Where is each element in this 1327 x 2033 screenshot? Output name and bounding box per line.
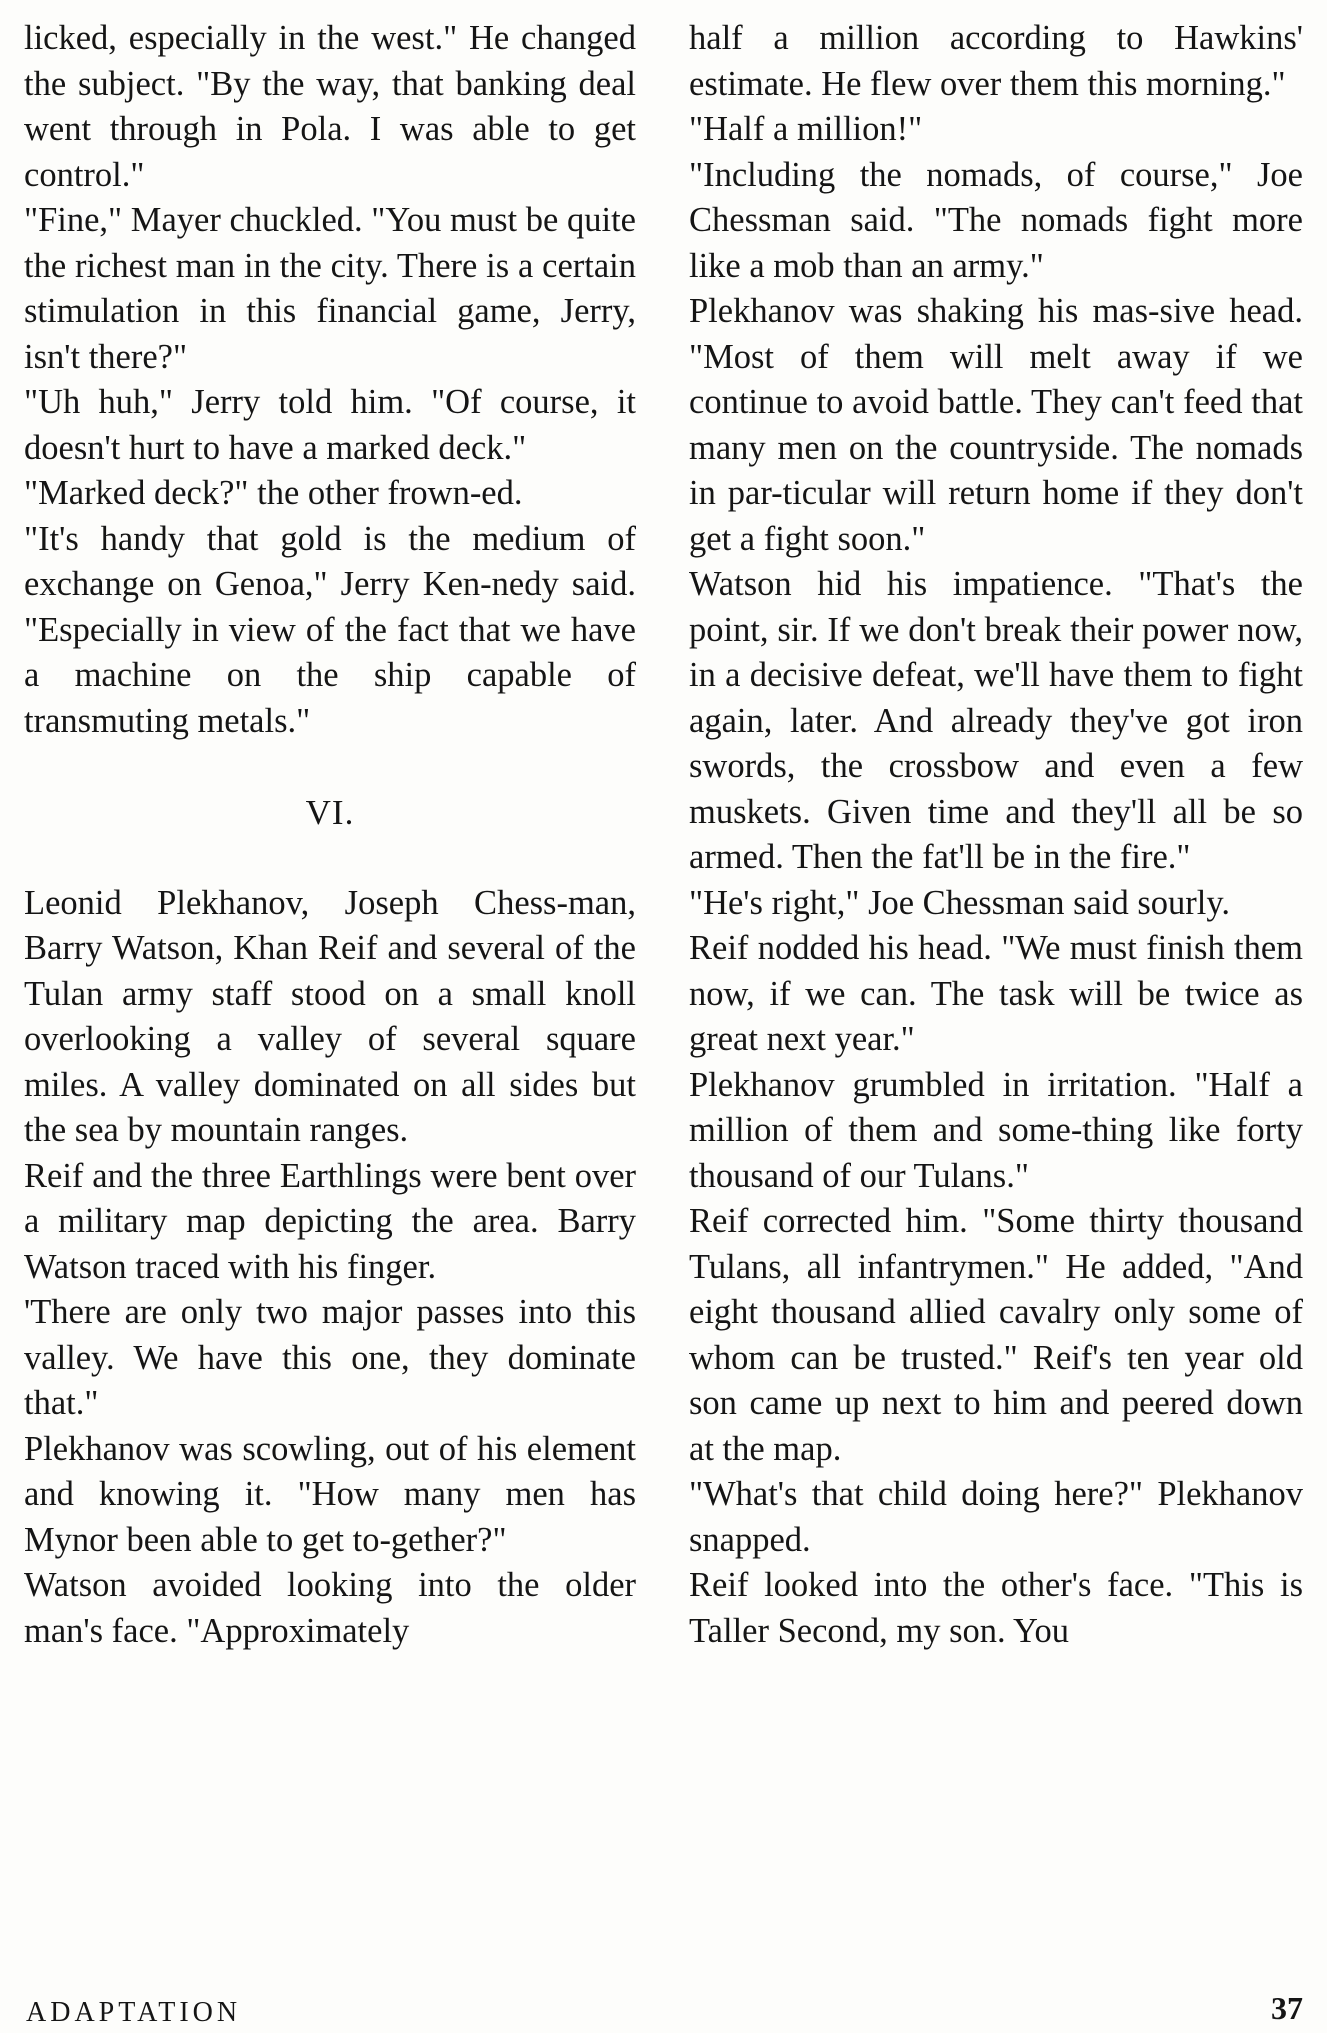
paragraph: "Uh huh," Jerry told him. "Of course, it doesn't hurt to have a marked deck.": [24, 383, 636, 467]
running-title: ADAPTATION: [26, 1997, 242, 2028]
section-heading: VI.: [305, 793, 355, 832]
paragraph: Reif nodded his head. "We must finish them now, if we can. The task will be twice as great next year.": [689, 929, 1303, 1058]
left-column: [24, 16, 636, 1654]
paragraph: Watson hid his impatience. "That's the point, sir. If we don't break their power now, in a decisive defeat, we'll have them to fight again, later. And already they've got iron swords, the crossbow and even a few muskets. Given time and they'll all be so armed. Then the fat'll be in the fire.": [689, 565, 1303, 876]
paragraph: "Marked deck?" the other frown-ed.: [24, 474, 523, 512]
paragraph: Watson avoided looking into the older man's face. "Approximately: [24, 1566, 636, 1650]
page-number: 37: [1271, 1990, 1303, 2026]
paragraph: Leonid Plekhanov, Joseph Chess-man, Barry Watson, Khan Reif and several of the Tulan army staff stood on a small knoll overlooking a valley of several square miles. A valley dominated on all sides but the sea by mountain ranges.: [24, 883, 636, 1149]
paragraph: Plekhanov was shaking his mas-sive head. "Most of them will melt away if we continue to avoid battle. They can't feed that many men on the countryside. The nomads in par-ticular will return home if they don't get a fight soon.": [689, 292, 1303, 558]
paragraph: licked, especially in the west." He changed the subject. "By the way, that banking deal went through in Pola. I was able to get control.": [24, 19, 636, 194]
paragraph: Reif and the three Earthlings were bent over a military map depicting the area. Barry Watson traced with his finger.: [24, 1156, 636, 1286]
right-column: [689, 16, 1303, 1654]
paragraph: 'There are only two major passes into this valley. We have this one, they dominate that.": [24, 1293, 636, 1422]
paragraph: Plekhanov grumbled in irritation. "Half a million of them and some-thing like forty thousand of our Tulans.": [689, 1065, 1303, 1195]
paragraph: "What's that child doing here?" Plekhanov snapped.: [689, 1475, 1303, 1559]
paragraph: Reif looked into the other's face. "This is Taller Second, my son. You: [689, 1566, 1303, 1650]
paragraph: "Fine," Mayer chuckled. "You must be quite the richest man in the city. There is a certain stimulation in this financial game, Jerry, isn't there?": [24, 201, 636, 376]
paragraph: "He's right," Joe Chessman said sourly.: [689, 883, 1230, 922]
paragraph: Plekhanov was scowling, out of his element and knowing it. "How many men has Mynor been able to get to-gether?": [24, 1429, 636, 1559]
paragraph: half a million according to Hawkins' estimate. He flew over them this morning.": [689, 19, 1303, 103]
paragraph: Reif corrected him. "Some thirty thousand Tulans, all infantrymen." He added, "And eight thousand allied cavalry only some of whom can be trusted." Reif's ten year old son came up next to him and peered down at the map.: [689, 1202, 1303, 1468]
paragraph: "Half a million!": [689, 110, 923, 148]
paragraph: "It's handy that gold is the medium of exchange on Genoa," Jerry Ken-nedy said. "Especially in view of the fact that we have a machine on the ship capable of transmuting metals.": [24, 519, 636, 740]
paragraph: "Including the nomads, of course," Joe Chessman said. "The nomads fight more like a mob than an army.": [689, 155, 1303, 285]
